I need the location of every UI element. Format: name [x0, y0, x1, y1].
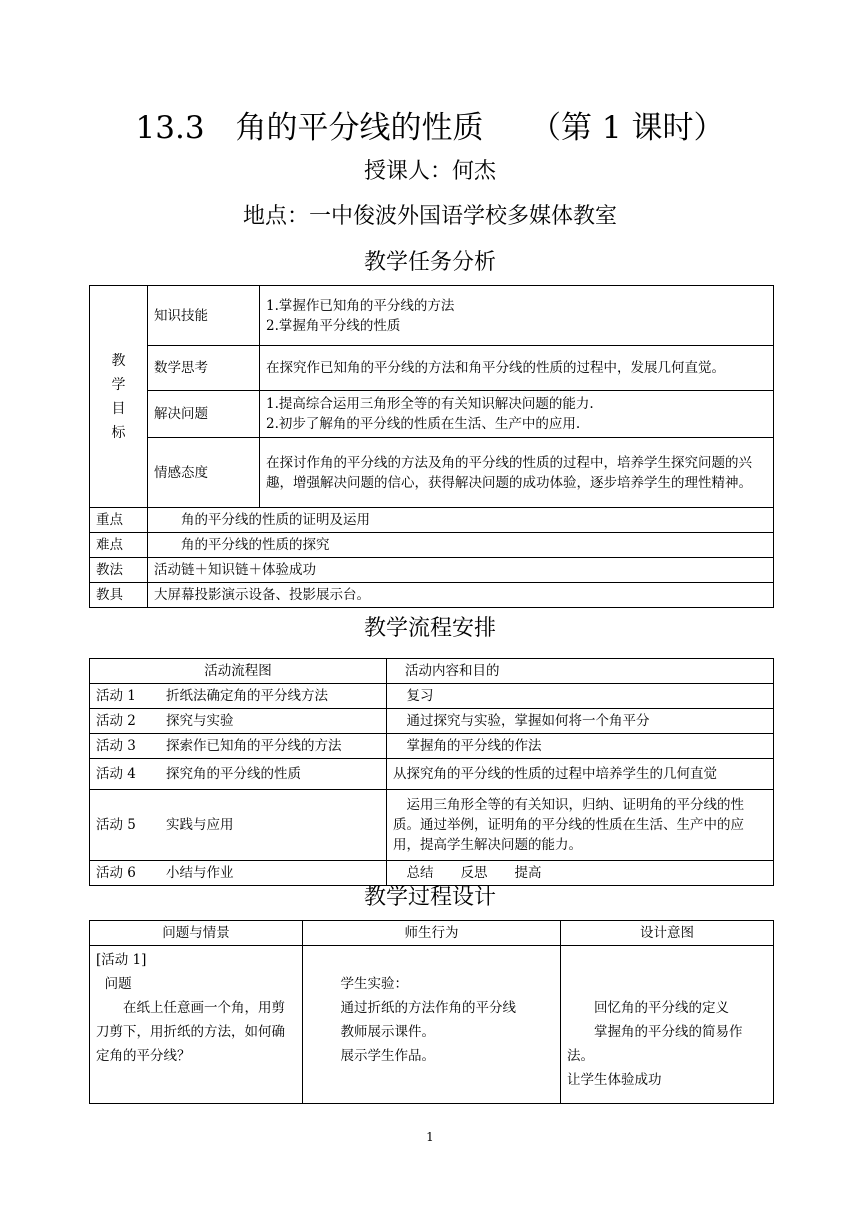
- goal-label-char: 标: [111, 424, 126, 441]
- activity-flow-cell: [90, 709, 387, 734]
- goal-label-cell: [90, 286, 148, 508]
- row-label: 难点: [90, 533, 148, 558]
- row-value: 活动链＋知识链＋体验成功: [148, 558, 774, 583]
- goal-content: [260, 346, 774, 391]
- row-label: 教法: [90, 558, 148, 583]
- activity-flow: 探究与实验: [166, 713, 234, 729]
- activity-flow-table: [89, 658, 774, 886]
- activity-name: 活动 1: [96, 688, 136, 704]
- flow-header-right: 活动内容和目的: [387, 659, 774, 684]
- column-header: 师生行为: [303, 921, 561, 946]
- goal-line: 2.掌握角平分线的性质: [266, 317, 401, 334]
- row-value: 大屏幕投影演示设备、投影展示台。: [148, 583, 774, 608]
- activity-flow-cell: [90, 790, 387, 861]
- goal-category: 知识技能: [148, 286, 260, 346]
- page-number: 1: [426, 1130, 434, 1144]
- section-heading-flow: 教学流程安排: [363, 616, 496, 641]
- goal-line: 在探讨作角的平分线的方法及角的平分线的性质的过程中，培养学生探究问题的兴趣，增强解决问题的信心，获得解决问题的成功体验，逐步培养学生的理性精神。: [266, 454, 752, 491]
- goal-label-char: 学: [111, 376, 126, 393]
- problem-line: 问题: [96, 976, 132, 992]
- document-title: 13.3 角的平分线的性质 （第 1 课时）: [135, 110, 725, 146]
- intent-line: 回忆角的平分线的定义: [567, 1000, 729, 1016]
- activity-flow: 实践与应用: [166, 817, 234, 833]
- activity-content: 掌握角的平分线的作法: [387, 734, 774, 759]
- goal-category: 情感态度: [148, 438, 260, 508]
- activity-content: 从探究角的平分线的性质的过程中培养学生的几何直觉: [387, 759, 774, 790]
- problem-line: 在纸上任意画一个角，用剪刀剪下，用折纸的方法，如何确定角的平分线？: [96, 1000, 285, 1064]
- location-line: 地点：一中俊波外国语学校多媒体教室: [242, 204, 617, 229]
- activity-content: 复习: [387, 684, 774, 709]
- column-header: 问题与情景: [90, 921, 303, 946]
- problem-line: [活动 1]: [96, 952, 147, 968]
- row-label: 重点: [90, 508, 148, 533]
- behavior-line: 学生实验：: [327, 976, 408, 992]
- activity-flow-cell: [90, 684, 387, 709]
- row-value: 角的平分线的性质的证明及运用: [148, 508, 774, 533]
- goal-line: 2.初步了解角的平分线的性质在生活、生产中的应用.: [266, 416, 581, 432]
- section-heading-task-analysis: 教学任务分析: [363, 250, 496, 275]
- activity-flow: 探究角的平分线的性质: [166, 766, 301, 782]
- column-header: 设计意图: [561, 921, 774, 946]
- activity-flow: 小结与作业: [166, 865, 234, 881]
- behavior-line: 教师展示课件。: [327, 1024, 435, 1040]
- section-heading-process: 教学过程设计: [363, 885, 496, 910]
- goal-content: [260, 438, 774, 508]
- activity-name: 活动 3: [96, 738, 136, 754]
- activity-name: 活动 2: [96, 713, 136, 729]
- activity-content: 通过探究与实验，掌握如何将一个角平分: [387, 709, 774, 734]
- process-design-table: [89, 920, 774, 1104]
- behavior-line: 通过折纸的方法作角的平分线: [327, 1000, 516, 1016]
- activity-content: 总结 反思 提高: [387, 861, 774, 886]
- activity-flow-cell: [90, 759, 387, 790]
- problem-cell: [90, 946, 303, 1104]
- flow-header-left: 活动流程图: [90, 659, 387, 684]
- behavior-line: 展示学生作品。: [327, 1048, 435, 1064]
- behavior-cell: [303, 946, 561, 1104]
- activity-flow-cell: [90, 734, 387, 759]
- goal-label-char: 教: [111, 352, 126, 369]
- goal-content: [260, 286, 774, 346]
- activity-name: 活动 5: [96, 817, 136, 833]
- intent-line: 让学生体验成功: [567, 1072, 662, 1088]
- activity-name: 活动 4: [96, 766, 136, 782]
- intent-cell: [561, 946, 774, 1104]
- activity-content: 运用三角形全等的有关知识，归纳、证明角的平分线的性质。通过举例，证明角的平分线的性质在生活、生产中的应用，提高学生解决问题的能力。: [387, 790, 774, 861]
- intent-line: 掌握角的平分线的简易作法。: [567, 1024, 743, 1064]
- teacher-line: 授课人：何杰: [363, 159, 496, 184]
- task-analysis-table: [89, 285, 774, 608]
- row-label: 教具: [90, 583, 148, 608]
- activity-flow-cell: [90, 861, 387, 886]
- row-value: 角的平分线的性质的探究: [148, 533, 774, 558]
- goal-category: 数学思考: [148, 346, 260, 391]
- activity-flow: 探索作已知角的平分线的方法: [166, 738, 342, 754]
- goal-content: [260, 391, 774, 438]
- goal-line: 1.提高综合运用三角形全等的有关知识解决问题的能力.: [266, 396, 594, 412]
- activity-name: 活动 6: [96, 865, 136, 881]
- goal-label-char: 目: [111, 400, 126, 417]
- activity-flow: 折纸法确定角的平分线方法: [166, 688, 328, 704]
- goal-line: 在探究作已知角的平分线的方法和角平分线的性质的过程中，发展几何直觉。: [266, 360, 725, 376]
- goal-line: 1.掌握作已知角的平分线的方法: [266, 297, 455, 314]
- goal-category: 解决问题: [148, 391, 260, 438]
